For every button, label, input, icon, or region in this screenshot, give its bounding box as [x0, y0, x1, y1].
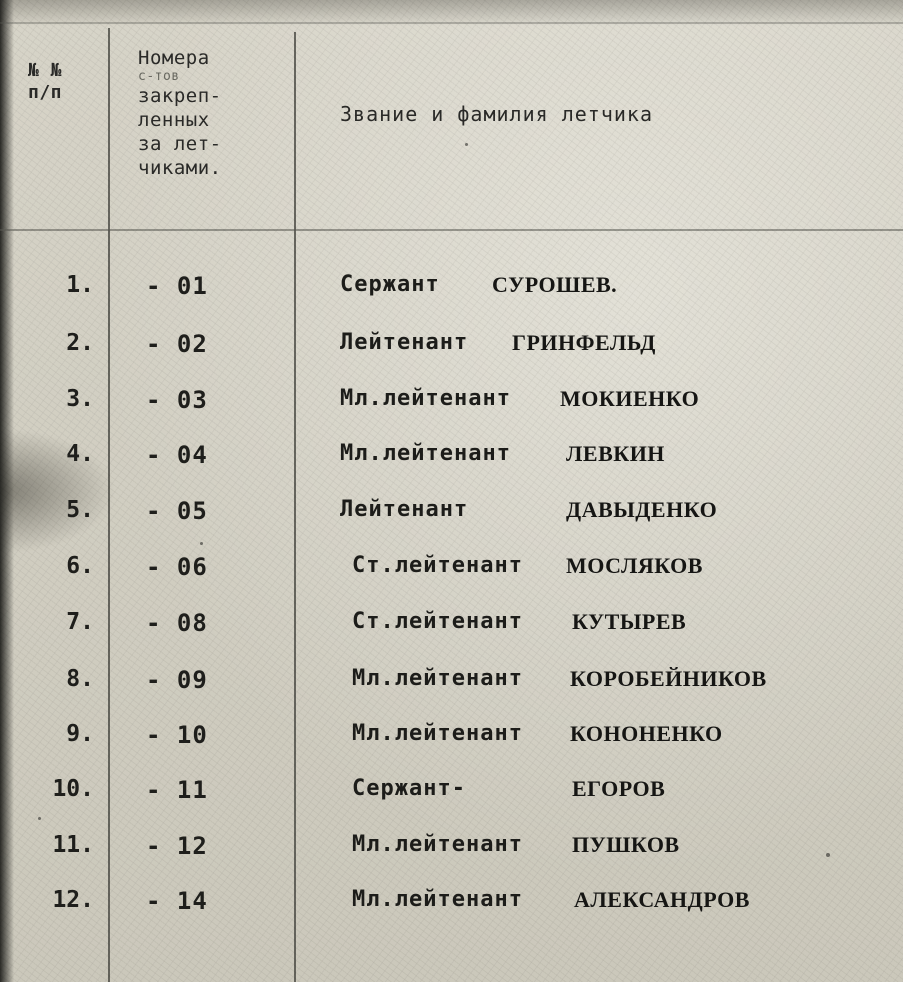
row-index: 12. [52, 887, 94, 913]
pilot-surname: ДАВЫДЕНКО [566, 497, 718, 522]
table-row [0, 887, 903, 927]
aircraft-number: - 02 [146, 330, 208, 358]
row-index: 7. [66, 609, 94, 635]
pilot-rank: Сержант- [352, 776, 466, 801]
table-row [0, 776, 903, 816]
aircraft-number: - 06 [146, 553, 208, 581]
aircraft-number: - 04 [146, 441, 208, 469]
aircraft-number: - 05 [146, 497, 208, 525]
header-bottom-rule [0, 229, 903, 231]
table-row [0, 721, 903, 761]
table-row [0, 553, 903, 593]
table-row [0, 272, 903, 312]
row-index: 1. [66, 272, 94, 298]
pilot-rank: Ст.лейтенант [352, 609, 523, 634]
header-num-line: закреп- [138, 85, 222, 107]
header-num-line: Номера [138, 47, 210, 69]
row-index: 10. [52, 776, 94, 802]
ink-speck [826, 853, 830, 857]
ink-speck [200, 542, 203, 545]
aircraft-number: - 14 [146, 887, 208, 915]
header-row-number [28, 60, 62, 104]
row-index: 9. [66, 721, 94, 747]
pilot-rank: Мл.лейтенант [340, 386, 511, 411]
pilot-rank: Мл.лейтенант [352, 721, 523, 746]
header-num-line: с-тов [138, 69, 180, 84]
row-index: 4. [66, 441, 94, 467]
aircraft-number: - 11 [146, 776, 208, 804]
row-index: 11. [52, 832, 94, 858]
header-aircraft-numbers [138, 46, 288, 180]
pilot-rank: Мл.лейтенант [340, 441, 511, 466]
pilot-surname: ЕГОРОВ [572, 776, 666, 801]
table-row [0, 386, 903, 426]
pilot-rank: Мл.лейтенант [352, 832, 523, 857]
table-row [0, 832, 903, 872]
pilot-surname: СУРОШЕВ. [492, 272, 618, 297]
ink-speck [465, 143, 468, 146]
table-row [0, 609, 903, 649]
pilot-surname: КУТЫРЕВ [572, 609, 687, 634]
pilot-surname: КОРОБЕЙНИКОВ [570, 666, 767, 691]
pilot-surname: МОКИЕНКО [560, 386, 700, 411]
header-rank-and-surname: Звание и фамилия летчика [340, 102, 653, 126]
table-row [0, 330, 903, 370]
header-row-number-line1: № № [28, 60, 63, 81]
pilot-rank: Мл.лейтенант [352, 666, 523, 691]
pilot-surname: МОСЛЯКОВ [566, 553, 703, 578]
row-index: 3. [66, 386, 94, 412]
pilot-rank: Ст.лейтенант [352, 553, 523, 578]
aircraft-number: - 09 [146, 666, 208, 694]
ink-speck [38, 817, 41, 820]
row-index: 2. [66, 330, 94, 356]
pilot-rank: Лейтенант [340, 497, 469, 522]
aircraft-number: - 12 [146, 832, 208, 860]
aircraft-number: - 08 [146, 609, 208, 637]
aircraft-number: - 10 [146, 721, 208, 749]
header-num-line: ленных [138, 109, 210, 131]
pilot-surname: ГРИНФЕЛЬД [512, 330, 656, 355]
row-index: 5. [66, 497, 94, 523]
aircraft-number: - 03 [146, 386, 208, 414]
pilot-surname: АЛЕКСАНДРОВ [574, 887, 750, 912]
table-row [0, 497, 903, 537]
pilot-rank: Лейтенант [340, 330, 469, 355]
header-row-number-line2: п/п [28, 82, 63, 103]
pilot-surname: КОНОНЕНКО [570, 721, 723, 746]
header-num-line: за лет- [138, 133, 222, 155]
pilot-surname: ПУШКОВ [572, 832, 680, 857]
header-num-line: чиками. [138, 157, 222, 179]
header-top-rule [0, 22, 903, 24]
pilot-surname: ЛЕВКИН [566, 441, 665, 466]
row-index: 8. [66, 666, 94, 692]
table-row [0, 666, 903, 706]
pilot-rank: Сержант [340, 272, 440, 297]
aircraft-number: - 01 [146, 272, 208, 300]
pilot-rank: Мл.лейтенант [352, 887, 523, 912]
row-index: 6. [66, 553, 94, 579]
table-row [0, 441, 903, 481]
